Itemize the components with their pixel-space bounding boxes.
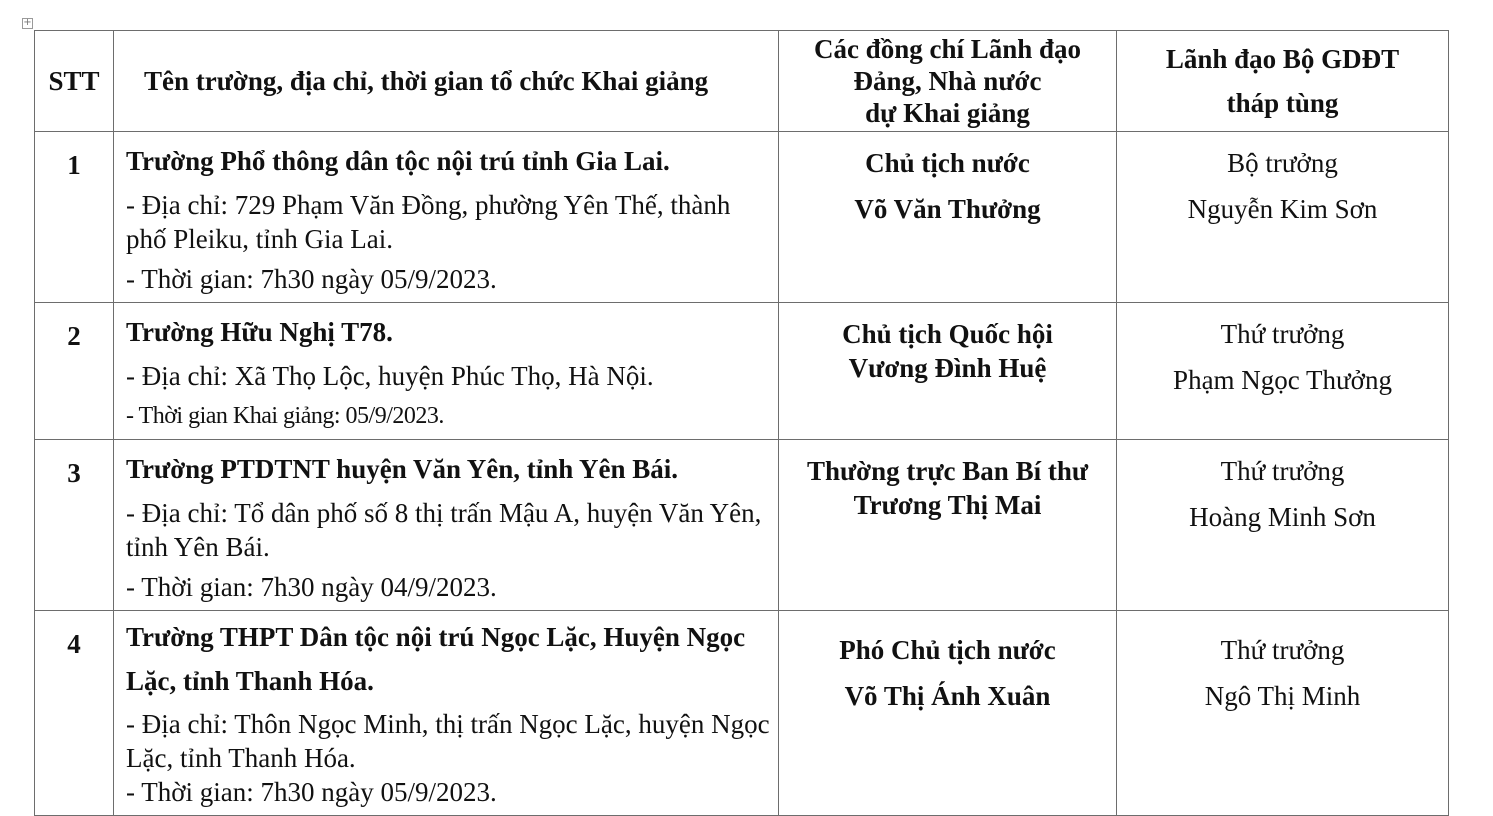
header-stt: STT — [35, 31, 114, 132]
leader-title: Phó Chủ tịch nước — [839, 635, 1056, 665]
minister-cell — [1117, 440, 1449, 611]
row-number: 3 — [35, 440, 114, 611]
table-row — [35, 303, 1449, 440]
school-name: Trường Phổ thông dân tộc nội trú tỉnh Gia Lai. — [126, 146, 670, 176]
header-ministry-line-1: Lãnh đạo Bộ GDĐT — [1165, 44, 1400, 74]
school-cell — [114, 440, 779, 611]
minister-name: Nguyễn Kim Sơn — [1187, 194, 1378, 224]
leader-name: Võ Thị Ánh Xuân — [844, 681, 1051, 711]
leader-title: Chủ tịch nước — [865, 148, 1030, 178]
school-cell — [114, 132, 779, 303]
leader-cell — [779, 611, 1117, 816]
leader-title: Thường trực Ban Bí thư — [806, 456, 1089, 486]
school-name: Trường THPT Dân tộc nội trú Ngọc Lặc, Huyện Ngọc Lặc, tỉnh Thanh Hóa. — [126, 622, 746, 696]
header-school: Tên trường, địa chỉ, thời gian tổ chức Khai giảng — [114, 31, 779, 132]
school-address: - Địa chỉ: 729 Phạm Văn Đồng, phường Yên Thế, thành phố Pleiku, tỉnh Gia Lai. — [126, 190, 731, 254]
minister-title: Thứ trưởng — [1220, 635, 1345, 665]
school-time: - Thời gian: 7h30 ngày 05/9/2023. — [126, 777, 497, 807]
leader-cell — [779, 132, 1117, 303]
header-leaders-line-3: dự Khai giảng — [865, 98, 1030, 128]
minister-name: Ngô Thị Minh — [1204, 681, 1361, 711]
leader-name: Võ Văn Thưởng — [854, 194, 1041, 224]
school-name: Trường Hữu Nghị T78. — [126, 317, 393, 347]
school-cell — [114, 303, 779, 440]
leader-name: Trương Thị Mai — [853, 490, 1042, 520]
table-row — [35, 132, 1449, 303]
school-address: - Địa chỉ: Thôn Ngọc Minh, thị trấn Ngọc Lặc, huyện Ngọc Lặc, tỉnh Thanh Hóa. — [126, 709, 770, 773]
minister-cell — [1117, 132, 1449, 303]
row-number: 2 — [35, 303, 114, 440]
header-leaders — [779, 31, 1117, 132]
minister-cell — [1117, 611, 1449, 816]
table-row — [35, 440, 1449, 611]
school-time: - Thời gian Khai giảng: 05/9/2023. — [126, 403, 444, 429]
school-opening-table — [34, 30, 1449, 816]
header-leaders-line-2: Đảng, Nhà nước — [853, 66, 1042, 96]
minister-title: Thứ trưởng — [1220, 319, 1345, 349]
table-header-row — [35, 31, 1449, 132]
header-leaders-line-1: Các đồng chí Lãnh đạo — [813, 34, 1082, 64]
header-ministry — [1117, 31, 1449, 132]
header-ministry-line-2: tháp tùng — [1226, 88, 1339, 118]
minister-cell — [1117, 303, 1449, 440]
school-time: - Thời gian: 7h30 ngày 04/9/2023. — [126, 572, 497, 602]
table-move-handle-icon[interactable]: + — [23, 17, 32, 28]
leader-title: Chủ tịch Quốc hội — [842, 319, 1053, 349]
leader-cell — [779, 303, 1117, 440]
school-cell — [114, 611, 779, 816]
row-number: 1 — [35, 132, 114, 303]
minister-name: Hoàng Minh Sơn — [1189, 502, 1376, 532]
minister-name: Phạm Ngọc Thưởng — [1173, 365, 1392, 395]
school-time: - Thời gian: 7h30 ngày 05/9/2023. — [126, 264, 497, 294]
table-row — [35, 611, 1449, 816]
minister-title: Thứ trưởng — [1220, 456, 1345, 486]
school-name: Trường PTDTNT huyện Văn Yên, tỉnh Yên Bái. — [126, 454, 679, 484]
leader-name: Vương Đình Huệ — [848, 353, 1047, 383]
school-address: - Địa chỉ: Xã Thọ Lộc, huyện Phúc Thọ, Hà Nội. — [126, 361, 654, 391]
minister-title: Bộ trưởng — [1227, 148, 1338, 178]
row-number: 4 — [35, 611, 114, 816]
leader-cell — [779, 440, 1117, 611]
school-address: - Địa chỉ: Tổ dân phố số 8 thị trấn Mậu A, huyện Văn Yên, tỉnh Yên Bái. — [126, 498, 762, 562]
